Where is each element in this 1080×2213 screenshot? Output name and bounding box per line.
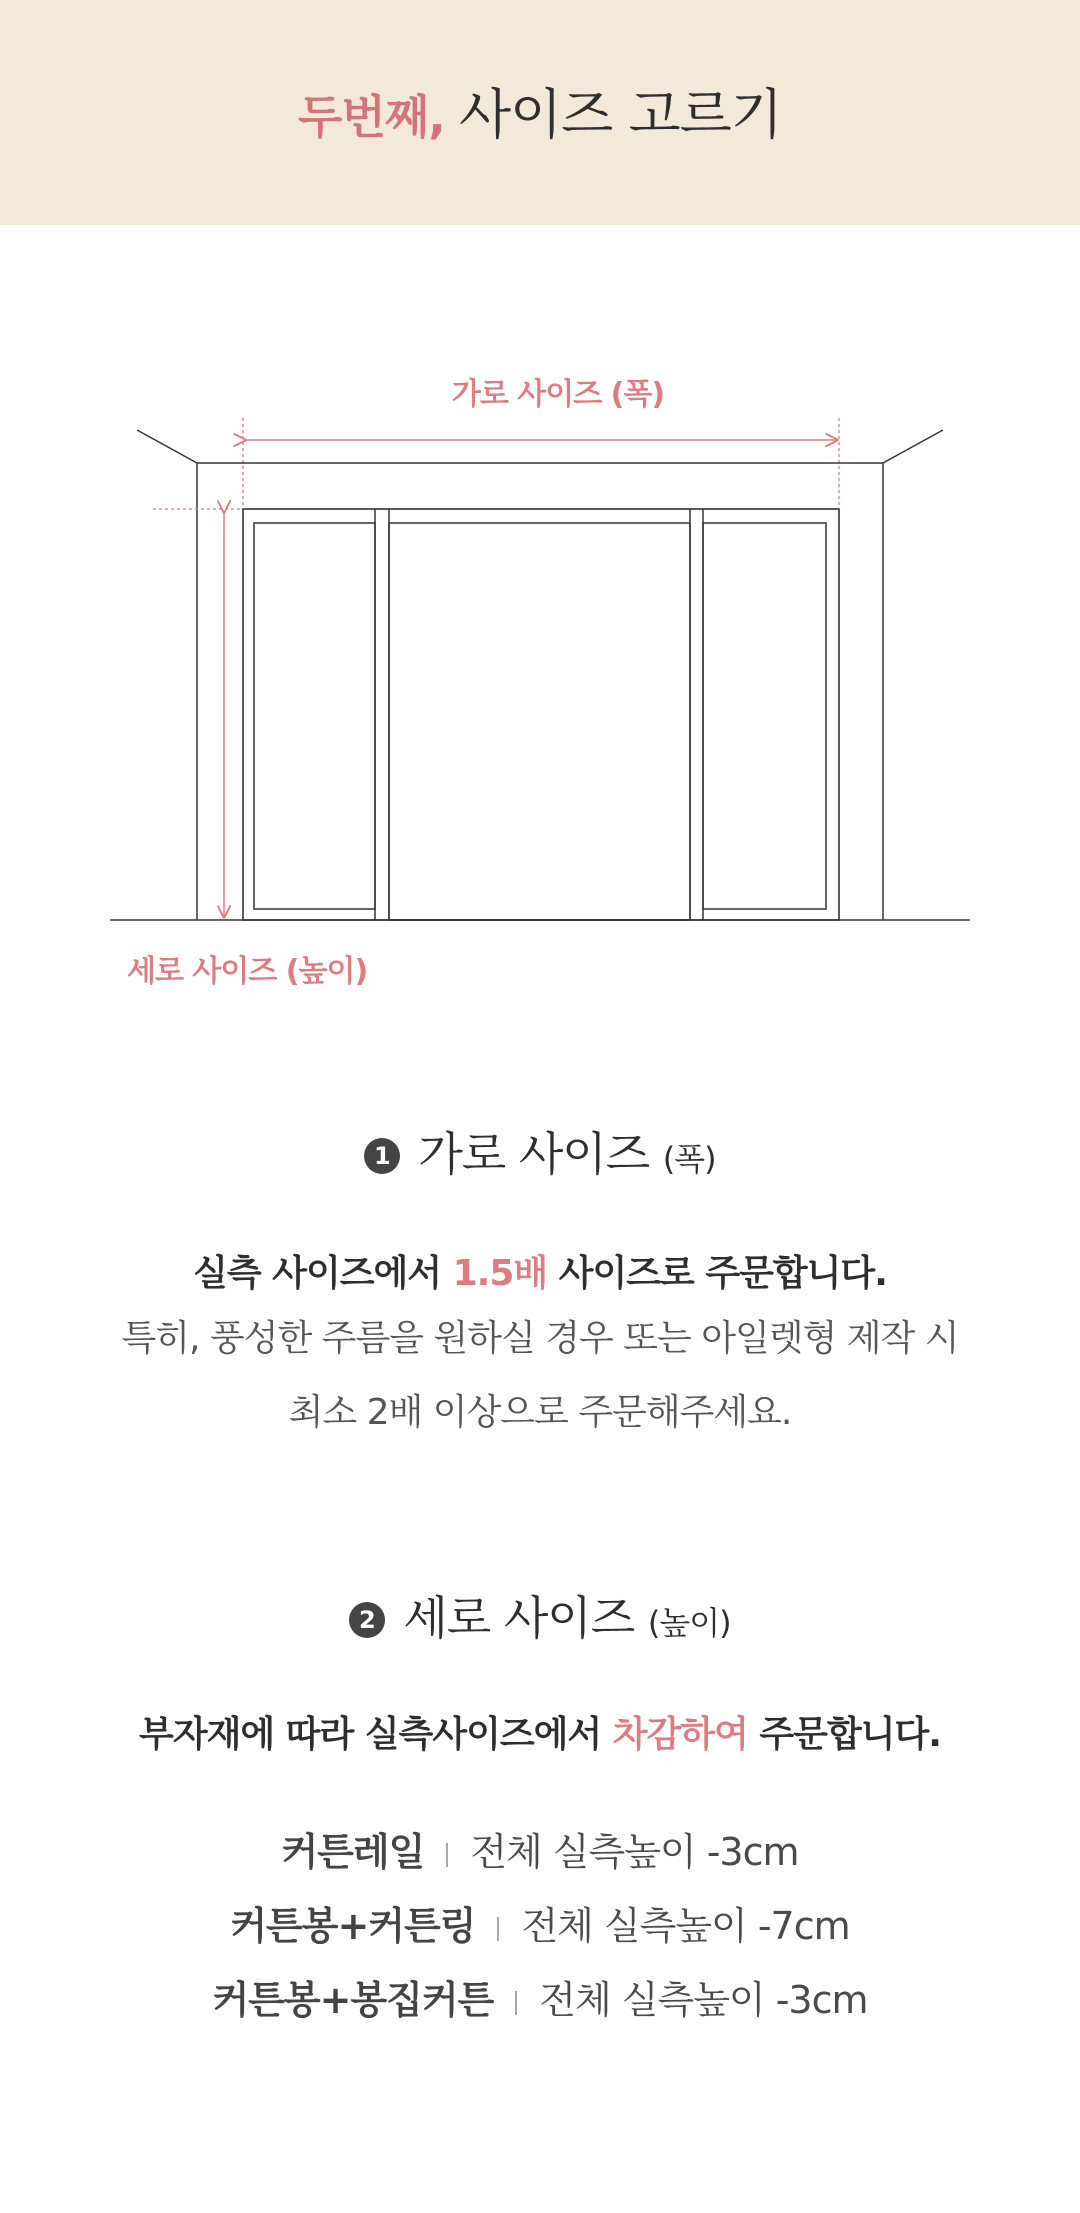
spec-value: 전체 실측높이 -3cm — [470, 1830, 799, 1874]
spec-value: 전체 실측높이 -7cm — [521, 1904, 850, 1948]
title-main: 사이즈 고르기 — [458, 83, 782, 146]
section2-main-pre: 부자재에 따라 실측사이즈에서 — [139, 1714, 613, 1755]
section2-title-text: 세로 사이즈 — [403, 1591, 635, 1645]
section1-main-pre: 실측 사이즈에서 — [193, 1253, 453, 1294]
section1-main-line — [0, 1246, 1080, 1302]
section1-note-line-2: 최소 2배 이상으로 주문해주세요. — [288, 1392, 792, 1433]
spec-value: 전체 실측높이 -3cm — [539, 1978, 868, 2022]
spec-name: 커튼봉+봉집커튼 — [212, 1978, 494, 2022]
spec-divider — [497, 1917, 499, 1941]
section1-highlight: 1.5배 — [452, 1253, 548, 1294]
spec-row — [0, 1824, 1080, 1880]
spec-name: 커튼레일 — [281, 1830, 425, 1874]
wall-line-left — [137, 430, 197, 463]
spec-name: 커튼봉+커튼링 — [230, 1904, 476, 1948]
title-accent: 두번째, — [298, 90, 445, 144]
section1-title-sub: (폭) — [662, 1140, 716, 1178]
height-label: 세로 사이즈 (높이) — [127, 954, 368, 989]
section1-main-post: 사이즈로 주문합니다. — [547, 1253, 887, 1294]
spec-row — [0, 1898, 1080, 1954]
spec-row — [0, 1972, 1080, 2028]
section1-number-badge: 1 — [364, 1138, 400, 1174]
section1-title — [0, 1124, 1080, 1189]
section2-number-badge: 2 — [349, 1602, 385, 1638]
section1-note-line-1: 특히, 풍성한 주름을 원하실 경우 또는 아일렛형 제작 시 — [121, 1318, 959, 1359]
window-pane-right — [703, 523, 826, 909]
spec-divider — [446, 1843, 448, 1867]
section2-title-sub: (높이) — [647, 1604, 731, 1642]
section1-title-text: 가로 사이즈 — [418, 1127, 650, 1181]
window-pane-center — [389, 523, 690, 920]
wall-line-right — [883, 430, 943, 463]
spec-divider — [515, 1991, 517, 2015]
window-size-diagram — [0, 0, 1080, 1020]
section2-title — [0, 1588, 1080, 1653]
section2-main-line — [0, 1707, 1080, 1763]
window-pane-left — [254, 523, 375, 909]
window-outer — [243, 509, 839, 920]
section2-main-post: 주문합니다. — [747, 1714, 941, 1755]
width-label: 가로 사이즈 (폭) — [451, 377, 665, 412]
section2-highlight: 차감하여 — [612, 1714, 748, 1755]
